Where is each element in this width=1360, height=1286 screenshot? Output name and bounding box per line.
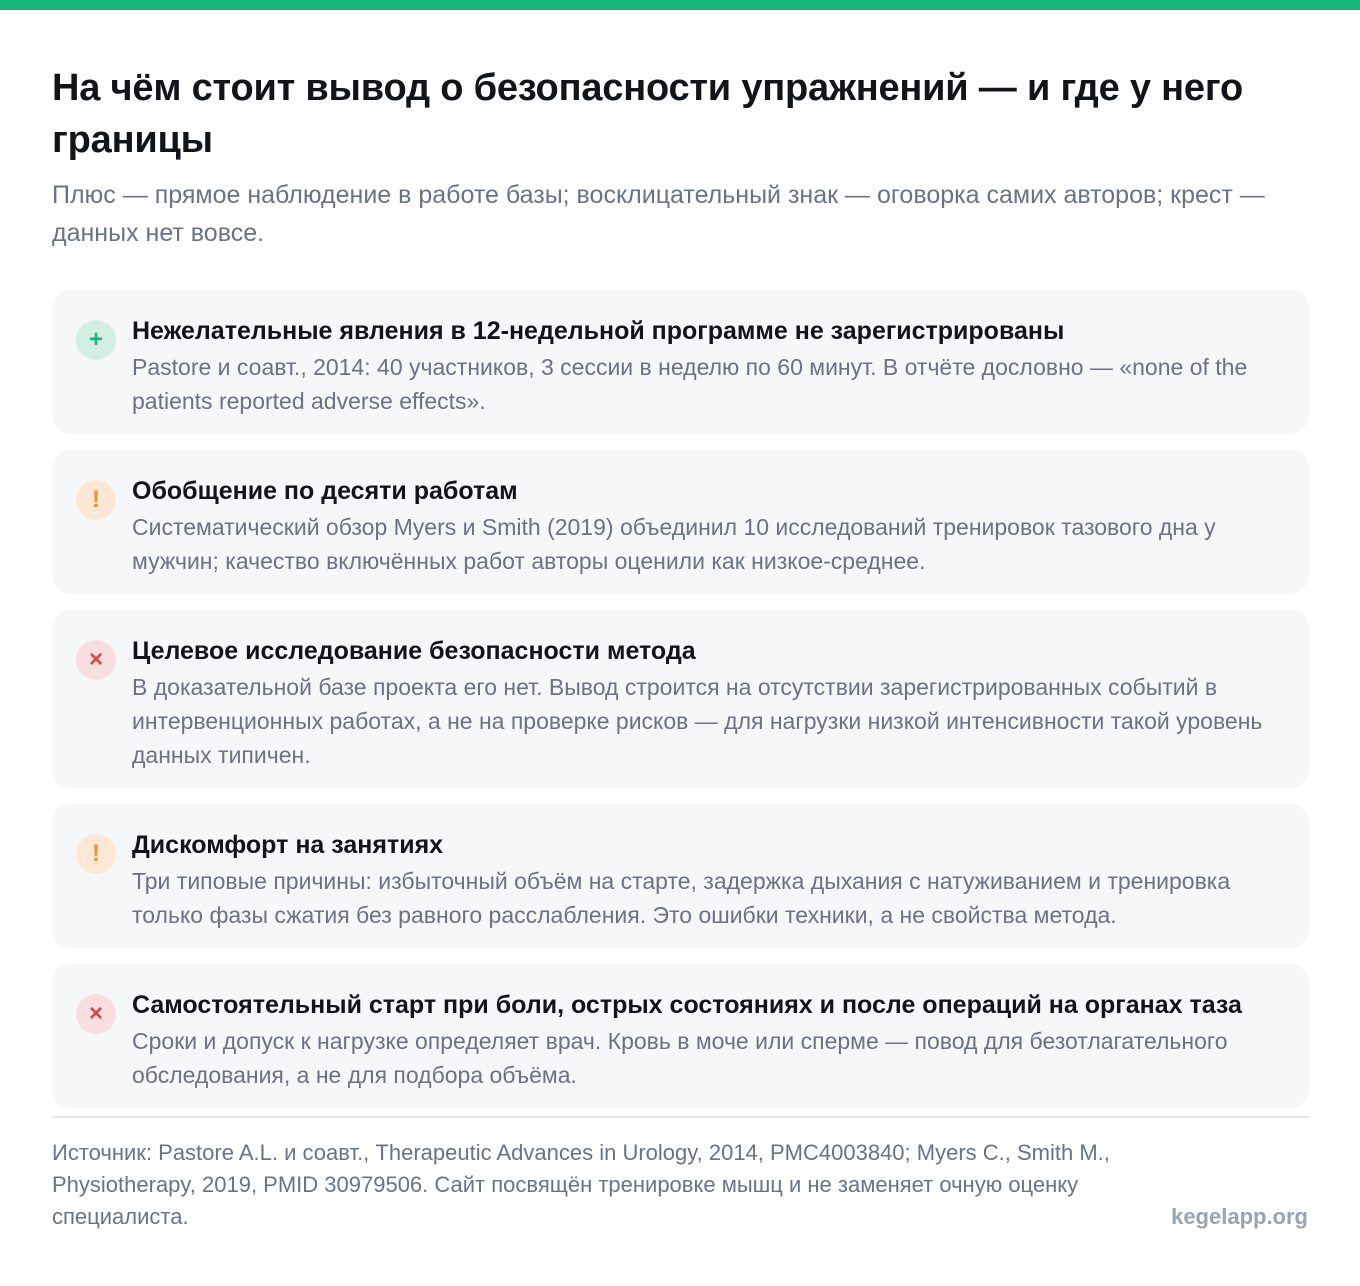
page-title: На чём стоит вывод о безопасности упражнений — и где у него границы: [52, 67, 1243, 161]
cross-icon: ×: [76, 994, 116, 1034]
footer-divider: [52, 1116, 1309, 1118]
card-title: Обобщение по десяти работам: [132, 477, 518, 505]
evidence-card-missing: [52, 610, 1309, 788]
page-subtitle: Плюс — прямое наблюдение в работе базы; восклицательный знак — оговорка самих авторов; крест — данных нет вовсе.: [52, 181, 1265, 247]
card-body: Сроки и допуск к нагрузке определяет врач. Кровь в моче или сперме — повод для безотлагательного обследования, а не для подбора объёма.: [132, 1028, 1228, 1088]
plus-icon: +: [76, 320, 116, 360]
card-title: Дискомфорт на занятиях: [132, 831, 444, 859]
source-note: Источник: Pastore A.L. и соавт., Therapeutic Advances in Urology, 2014, PMC4003840; Myers C., Smith M., Physiotherapy, 2019, PMID 30979506. Сайт посвящён тренировке мышц и не заменяет очную оценку специалиста.: [52, 1140, 1110, 1229]
evidence-list: [52, 290, 1309, 1108]
exclamation-icon: !: [76, 480, 116, 520]
card-title: Нежелательные явления в 12-недельной программе не зарегистрированы: [132, 317, 1065, 345]
cross-icon: ×: [76, 640, 116, 680]
exclamation-icon: !: [76, 834, 116, 874]
evidence-card-caveat: [52, 450, 1309, 594]
card-body: Pastore и соавт., 2014: 40 участников, 3 сессии в неделю по 60 минут. В отчёте дословно — «none of the patients reported adverse effects».: [132, 354, 1248, 414]
evidence-card-missing: [52, 964, 1309, 1108]
evidence-card-caveat: [52, 804, 1309, 948]
evidence-card-observed: [52, 290, 1309, 434]
content: [52, 62, 1309, 1124]
card-title: Самостоятельный старт при боли, острых состояниях и после операций на органах таза: [132, 991, 1242, 1019]
card-title: Целевое исследование безопасности метода: [132, 637, 696, 665]
site-name: kegelapp.org: [1171, 1204, 1308, 1229]
card-body: Систематический обзор Myers и Smith (2019) объединил 10 исследований тренировок тазового дна у мужчин; качество включённых работ авторы оценили как низкое-среднее.: [132, 514, 1216, 574]
card-body: В доказательной базе проекта его нет. Вывод строится на отсутствии зарегистрированных событий в интервенционных работах, а не на проверке рисков — для нагрузки низкой интенсивности такой уровень данных типичен.: [132, 674, 1263, 768]
card-body: Три типовые причины: избыточный объём на старте, задержка дыхания с натуживанием и тренировка только фазы сжатия без равного расслабления. Это ошибки техники, а не свойства метода.: [132, 868, 1231, 928]
top-accent-bar: [0, 0, 1360, 10]
